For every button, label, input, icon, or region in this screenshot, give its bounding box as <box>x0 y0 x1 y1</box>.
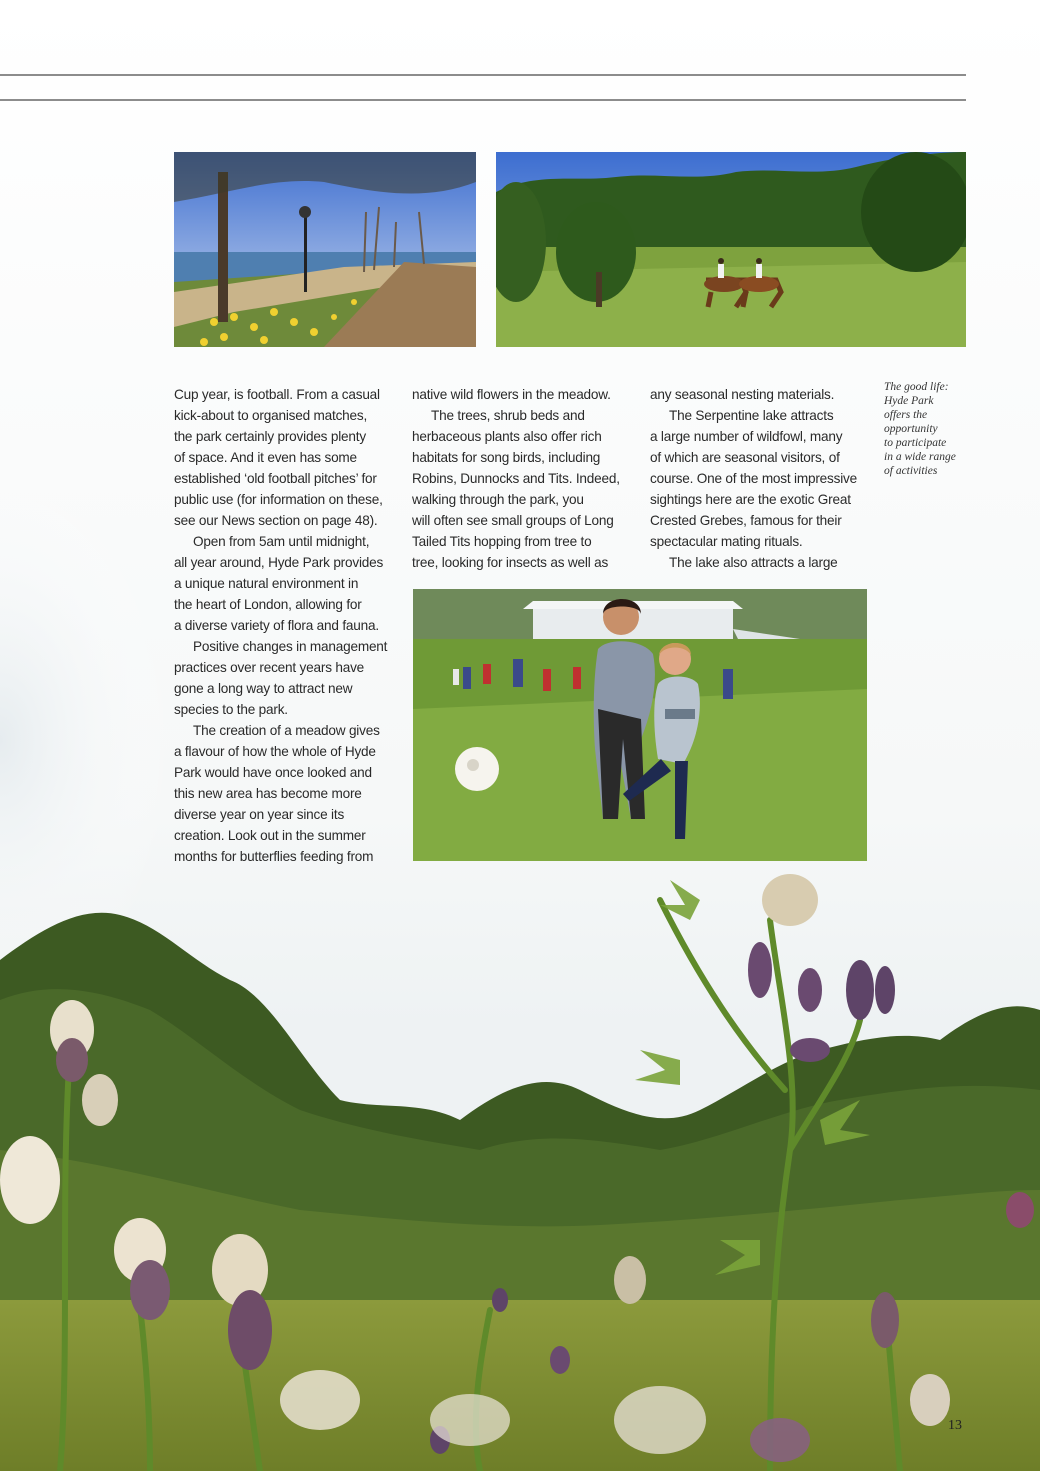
col1-line: Positive changes in management <box>193 639 388 654</box>
col2-line: herbaceous plants also offer rich <box>412 429 602 444</box>
col3-line: Crested Grebes, famous for their <box>650 513 842 528</box>
caption-line: to participate <box>884 437 947 449</box>
col2-line: Robins, Dunnocks and Tits. Indeed, <box>412 471 620 486</box>
photo-caption <box>884 380 974 478</box>
caption-line: Hyde Park <box>884 395 934 407</box>
col2-line: native wild flowers in the meadow. <box>412 387 611 402</box>
col3-line: of which are seasonal visitors, of <box>650 450 840 465</box>
col3-line: course. One of the most impressive <box>650 471 858 486</box>
col2-line: will often see small groups of Long <box>412 513 614 528</box>
col1-line: creation. Look out in the summer <box>174 828 366 843</box>
top-rule <box>0 74 966 76</box>
caption-line: of activities <box>884 465 938 477</box>
col1-line: all year around, Hyde Park provides <box>174 555 384 570</box>
col1-line: Cup year, is football. From a casual <box>174 387 380 402</box>
col3-line: a large number of wildfowl, many <box>650 429 843 444</box>
col1-line: The creation of a meadow gives <box>193 723 380 738</box>
col3-line: any seasonal nesting materials. <box>650 387 835 402</box>
page-number: 13 <box>948 1418 962 1433</box>
col3-line: spectacular mating rituals. <box>650 534 803 549</box>
horse-riders-photo <box>496 152 966 347</box>
second-rule <box>0 99 966 101</box>
col1-line: Park would have once looked and <box>174 765 372 780</box>
football-photo <box>413 589 867 861</box>
col2-line: Tailed Tits hopping from tree to <box>412 534 592 549</box>
col2-line: The trees, shrub beds and <box>431 408 585 423</box>
caption-line: in a wide range <box>884 451 956 463</box>
col1-line: the heart of London, allowing for <box>174 597 362 612</box>
text-column-2 <box>412 384 620 573</box>
col3-line: The lake also attracts a large <box>669 555 838 570</box>
col1-line: established ‘old football pitches’ for <box>174 471 377 486</box>
caption-line: offers the <box>884 409 928 421</box>
text-column-3 <box>650 384 857 573</box>
col2-line: habitats for song birds, including <box>412 450 601 465</box>
col1-line: gone a long way to attract new <box>174 681 353 696</box>
col1-line: species to the park. <box>174 702 288 717</box>
col1-line: diverse year on year since its <box>174 807 345 822</box>
col1-line: a flavour of how the whole of Hyde <box>174 744 376 759</box>
text-column-1 <box>174 384 387 867</box>
col1-line: months for butterflies feeding from <box>174 849 374 864</box>
col1-line: public use (for information on these, <box>174 492 383 507</box>
col1-line: kick-about to organised matches, <box>174 408 368 423</box>
caption-line: The good life: <box>884 381 949 393</box>
col1-line: see our News section on page 48). <box>174 513 378 528</box>
col2-line: walking through the park, you <box>412 492 584 507</box>
col1-line: a diverse variety of flora and fauna. <box>174 618 379 633</box>
col1-line: this new area has become more <box>174 786 362 801</box>
col1-line: a unique natural environment in <box>174 576 359 591</box>
col1-line: Open from 5am until midnight, <box>193 534 370 549</box>
col3-line: The Serpentine lake attracts <box>669 408 834 423</box>
lakeside-photo <box>174 152 476 347</box>
col1-line: the park certainly provides plenty <box>174 429 366 444</box>
col1-line: practices over recent years have <box>174 660 365 675</box>
col1-line: of space. And it even has some <box>174 450 357 465</box>
col2-line: tree, looking for insects as well as <box>412 555 609 570</box>
caption-line: opportunity <box>884 423 938 435</box>
col3-line: sightings here are the exotic Great <box>650 492 851 507</box>
